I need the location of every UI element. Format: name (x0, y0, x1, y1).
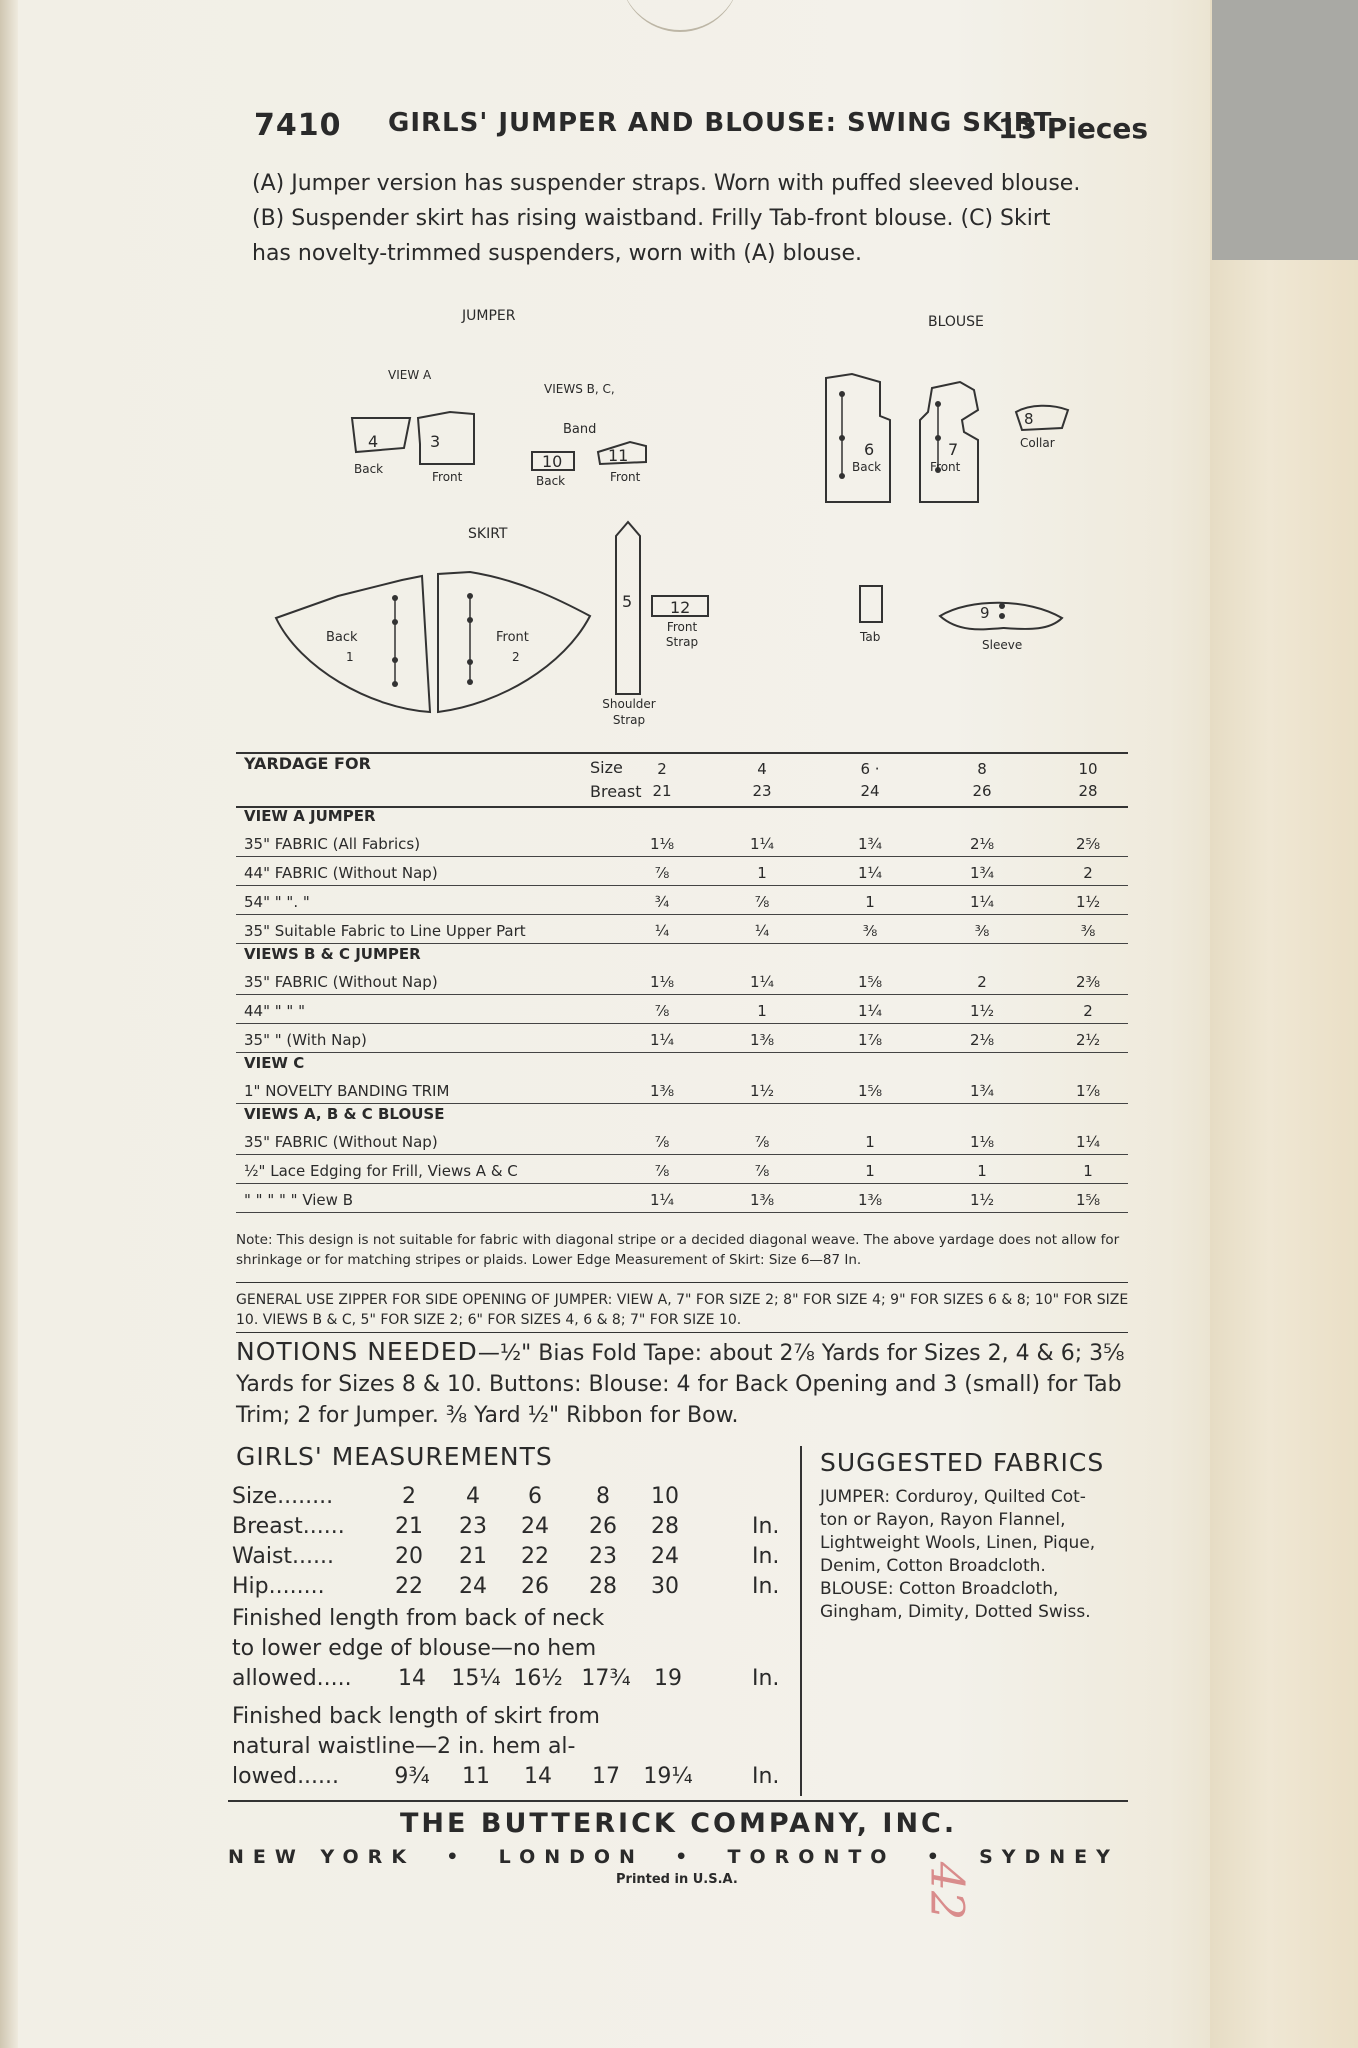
measurement-label: Breast...... (232, 1514, 345, 1539)
piece-name: Front (930, 460, 961, 474)
table-cell: 1½ (969, 1191, 995, 1209)
table-cell: ⅜ (1080, 922, 1096, 940)
table-cell: 1 (1083, 1162, 1093, 1180)
row-label: 35" FABRIC (Without Nap) (244, 973, 438, 991)
table-cell: 1 (757, 864, 767, 882)
table-cell: ⅜ (862, 922, 878, 940)
table-cell: 1 (977, 1162, 987, 1180)
row-label: 54" " ". " (244, 893, 310, 911)
size-cell: 10 (1078, 760, 1098, 778)
piece-outline-tab (860, 586, 882, 622)
measurement-value: 9¾ (394, 1764, 430, 1789)
size-label: Size (590, 758, 623, 777)
table-section-header (236, 1053, 1128, 1075)
table-cell: 1¾ (857, 835, 883, 853)
breast-cell: 24 (860, 782, 880, 800)
measurement-label: Hip........ (232, 1574, 325, 1599)
zipper-rule (236, 1332, 1128, 1333)
row-label: VIEW C (244, 1054, 305, 1072)
table-cell: 1¾ (969, 1082, 995, 1100)
measurement-unit: In. (752, 1574, 780, 1599)
measurement-label: Size........ (232, 1484, 334, 1509)
pattern-title: GIRLS' JUMPER AND BLOUSE: SWING SKIRT (388, 108, 1053, 138)
table-cell: 1¼ (857, 1002, 883, 1020)
table-cell: 1⅛ (649, 973, 675, 991)
notions-needed (236, 1336, 1136, 1431)
fabrics-title: SUGGESTED FABRICS (820, 1448, 1105, 1477)
table-cell: ⅞ (754, 1162, 770, 1180)
piece-outline-jumper-back (352, 418, 410, 452)
measurement-value: 30 (651, 1574, 679, 1599)
table-cell: 1 (757, 1002, 767, 1020)
table-row (236, 995, 1128, 1024)
row-label: 35" FABRIC (Without Nap) (244, 1133, 438, 1151)
blouse-length-label: allowed..... (232, 1666, 352, 1691)
table-cell: 2⅜ (1075, 973, 1101, 991)
row-label: 35" " (With Nap) (244, 1031, 367, 1049)
company-name: THE BUTTERICK COMPANY, INC. (400, 1808, 958, 1839)
measurement-value: 28 (651, 1514, 679, 1539)
notions-label: NOTIONS NEEDED (236, 1337, 478, 1366)
table-cell: 1¼ (749, 835, 775, 853)
measurement-value: 16½ (513, 1666, 563, 1691)
breast-cell: 21 (652, 782, 672, 800)
size-cell: 6 · (860, 760, 880, 778)
measurement-value: 23 (459, 1514, 487, 1539)
piece-name: Front (496, 630, 529, 645)
table-cell: 2⅛ (969, 835, 995, 853)
measurement-value: 22 (395, 1574, 423, 1599)
measurement-value: 21 (459, 1544, 487, 1569)
piece-name: Shoulder Strap (602, 697, 656, 727)
size-cell: 2 (657, 760, 667, 778)
table-cell: 2 (1083, 1002, 1093, 1020)
table-cell: 2⅝ (1075, 835, 1101, 853)
measurements-title: GIRLS' MEASUREMENTS (236, 1442, 553, 1471)
piece-number: 3 (430, 432, 441, 451)
table-cell: 1⅝ (857, 973, 883, 991)
breast-cell: 23 (752, 782, 772, 800)
measurement-value: 14 (398, 1666, 426, 1691)
blouse-length-line1: Finished length from back of neck (232, 1606, 605, 1631)
piece-number: 9 (980, 604, 990, 622)
fabrics-line: Gingham, Dimity, Dotted Swiss. (820, 1602, 1091, 1622)
row-label: 1" NOVELTY BANDING TRIM (244, 1082, 450, 1100)
skirt-label: SKIRT (468, 526, 508, 542)
yardage-note: Note: This design is not suitable for fabric with diagonal stripe or a decided diagonal weave. The above yardage does not allow for shrinkage or for matching stripes or plaids. Lower Edge Measurement of Skirt: Size 6—87 In. (236, 1232, 1120, 1268)
measurement-value: 23 (589, 1544, 617, 1569)
piece-number: 11 (608, 446, 629, 465)
blouse-length-line2: to lower edge of blouse—no hem (232, 1636, 597, 1661)
table-cell: ⅞ (654, 1162, 670, 1180)
piece-number: 12 (670, 598, 691, 617)
table-cell: 1¼ (969, 893, 995, 911)
table-section-header (236, 1104, 1128, 1126)
size-cell: 8 (977, 760, 987, 778)
row-label: 44" FABRIC (Without Nap) (244, 864, 438, 882)
table-row (236, 828, 1128, 857)
piece-number: 7 (948, 440, 959, 459)
measurement-value: 28 (589, 1574, 617, 1599)
table-cell: 1½ (749, 1082, 775, 1100)
piece-name: Front (610, 470, 641, 484)
table-cell: 1⅛ (649, 835, 675, 853)
fabrics-line: BLOUSE: Cotton Broadcloth, (820, 1579, 1059, 1599)
handwritten-stamp: 42 (920, 1861, 975, 1921)
table-cell: ⅞ (654, 864, 670, 882)
piece-number: 6 (864, 440, 875, 459)
table-cell: ⅜ (974, 922, 990, 940)
measurement-value: 2 (402, 1484, 416, 1509)
measurement-value: 20 (395, 1544, 423, 1569)
table-cell: ⅞ (754, 1133, 770, 1151)
table-cell: 1¾ (969, 864, 995, 882)
row-label: 44" " " " (244, 1002, 305, 1020)
measurement-value: 17¾ (581, 1666, 631, 1691)
piece-outline-blouse-back (826, 374, 890, 502)
table-cell: ⅞ (654, 1002, 670, 1020)
table-cell: 1¼ (649, 1031, 675, 1049)
table-cell: 1⅝ (857, 1082, 883, 1100)
measurement-value: 8 (596, 1484, 610, 1509)
table-cell: 2 (977, 973, 987, 991)
skirt-length-line1: Finished back length of skirt from (232, 1704, 600, 1729)
yardage-title: YARDAGE FOR (244, 754, 371, 773)
table-cell: ⅞ (754, 893, 770, 911)
table-cell: 1⅞ (857, 1031, 883, 1049)
size-cell: 4 (757, 760, 767, 778)
measurement-value: 26 (521, 1574, 549, 1599)
measurement-value: 26 (589, 1514, 617, 1539)
piece-number: 1 (346, 650, 354, 664)
row-label: ½" Lace Edging for Frill, Views A & C (244, 1162, 518, 1180)
measurement-value: 24 (651, 1544, 679, 1569)
table-cell: 1½ (969, 1002, 995, 1020)
table-cell: ⅞ (654, 1133, 670, 1151)
table-row (236, 1184, 1128, 1213)
row-label: VIEWS B & C JUMPER (244, 945, 421, 963)
table-row (236, 1024, 1128, 1053)
measurement-unit: In. (752, 1544, 780, 1569)
table-row (236, 886, 1128, 915)
views-bc-label: VIEWS B, C, (544, 382, 615, 396)
row-label: VIEW A JUMPER (244, 807, 376, 825)
table-cell: ¼ (754, 922, 770, 940)
table-cell: 1⅜ (749, 1191, 775, 1209)
breast-cell: 28 (1078, 782, 1098, 800)
description-line: (A) Jumper version has suspender straps. Worn with puffed sleeved blouse. (252, 171, 1081, 196)
table-cell: 1¼ (749, 973, 775, 991)
table-cell: 2 (1083, 864, 1093, 882)
jumper-label: JUMPER (462, 308, 516, 324)
description-line: has novelty-trimmed suspenders, worn with (A) blouse. (252, 241, 862, 266)
measurement-value: 24 (521, 1514, 549, 1539)
table-row (236, 1075, 1128, 1104)
table-section-header (236, 944, 1128, 966)
piece-name: Back (354, 462, 384, 476)
piece-name: Back (852, 460, 882, 474)
printed-in: Printed in U.S.A. (616, 1872, 738, 1887)
piece-number: 10 (542, 452, 563, 471)
measurement-value: 10 (651, 1484, 679, 1509)
row-label: VIEWS A, B & C BLOUSE (244, 1105, 445, 1123)
piece-count: 13 Pieces (998, 112, 1149, 145)
measurement-value: 19 (654, 1666, 682, 1691)
table-cell: ¼ (654, 922, 670, 940)
measurement-value: 6 (528, 1484, 542, 1509)
piece-name: Tab (860, 630, 881, 644)
skirt-length-line2: natural waistline—2 in. hem al- (232, 1734, 576, 1759)
table-cell: 2½ (1075, 1031, 1101, 1049)
breast-cell: 26 (972, 782, 992, 800)
table-cell: 1 (865, 893, 875, 911)
view-a-label: VIEW A (388, 368, 432, 382)
table-cell: 2⅛ (969, 1031, 995, 1049)
table-cell: 1¼ (649, 1191, 675, 1209)
description-line: (B) Suspender skirt has rising waistband. Frilly Tab-front blouse. (C) Skirt (252, 206, 1051, 231)
measurement-unit: In. (752, 1666, 780, 1691)
table-cell: 1½ (1075, 893, 1101, 911)
company-cities: NEW YORK • LONDON • TORONTO • SYDNEY (228, 1846, 1119, 1868)
piece-name: Sleeve (982, 638, 1023, 652)
fabrics-line: ton or Rayon, Rayon Flannel, (820, 1510, 1066, 1530)
measurement-value: 15¼ (451, 1666, 501, 1691)
table-cell: 1¼ (857, 864, 883, 882)
measurement-value: 4 (466, 1484, 480, 1509)
measurement-unit: In. (752, 1514, 780, 1539)
measurement-unit: In. (752, 1764, 780, 1789)
row-label: " " " " " View B (244, 1191, 353, 1209)
table-row (236, 857, 1128, 886)
table-cell: 1⅝ (1075, 1191, 1101, 1209)
measurement-value: 17 (592, 1764, 620, 1789)
table-cell: 1⅜ (749, 1031, 775, 1049)
measurement-value: 19¼ (643, 1764, 693, 1789)
piece-name: Back (326, 630, 358, 645)
table-cell: 1¼ (1075, 1133, 1101, 1151)
note-rule (236, 1282, 1128, 1283)
table-cell: 1⅞ (1075, 1082, 1101, 1100)
table-row (236, 915, 1128, 944)
table-cell: ¾ (654, 893, 670, 911)
piece-name: Front (432, 470, 463, 484)
breast-label: Breast (590, 782, 642, 801)
footer-rule (228, 1800, 1128, 1802)
piece-number: 8 (1024, 410, 1034, 428)
table-cell: 1⅛ (969, 1133, 995, 1151)
piece-name: Collar (1020, 436, 1055, 450)
fabrics-line: Lightweight Wools, Linen, Pique, (820, 1533, 1096, 1553)
row-label: 35" FABRIC (All Fabrics) (244, 835, 421, 853)
table-row (236, 1126, 1128, 1155)
piece-name: Front Strap (665, 620, 699, 649)
fabrics-line: JUMPER: Corduroy, Quilted Cot- (820, 1487, 1086, 1507)
column-divider (800, 1446, 802, 1796)
piece-number: 5 (622, 592, 633, 611)
table-cell: 1 (865, 1162, 875, 1180)
notions-text: —½" Bias Fold Tape: about 2⅞ Yards for Sizes 2, 4 & 6; 3⅝ Yards for Sizes 8 & 10. Buttons: Blouse: 4 for Back Opening and 3 (small) for Tab Trim; 2 for Jumper. ⅜ Yard ½" Ribbon for Bow. (236, 1341, 1125, 1428)
measurement-value: 21 (395, 1514, 423, 1539)
fabrics-list (820, 1486, 1140, 1624)
piece-number: 4 (368, 432, 379, 451)
measurement-value: 14 (524, 1764, 552, 1789)
table-cell: 1 (865, 1133, 875, 1151)
pattern-number: 7410 (254, 108, 342, 143)
measurement-label: Waist...... (232, 1544, 334, 1569)
piece-name: Back (536, 474, 566, 488)
piece-number: 2 (512, 650, 520, 664)
table-section-header (236, 806, 1128, 828)
skirt-length-label: lowed...... (232, 1764, 340, 1789)
row-label: 35" Suitable Fabric to Line Upper Part (244, 922, 526, 940)
table-row (236, 966, 1128, 995)
table-cell: 1⅜ (857, 1191, 883, 1209)
band-label: Band (563, 422, 597, 437)
fabrics-line: Denim, Cotton Broadcloth. (820, 1556, 1046, 1576)
piece-outline-jumper-front (418, 412, 474, 464)
zipper-info: GENERAL USE ZIPPER FOR SIDE OPENING OF JUMPER: VIEW A, 7" FOR SIZE 2; 8" FOR SIZE 4; 9" FOR SIZES 6 & 8; 10" FOR SIZE 10. VIEWS B & C, 5" FOR SIZE 2; 6" FOR SIZES 4, 6 & 8; 7" FOR SIZE 10. (236, 1292, 1129, 1328)
measurement-value: 24 (459, 1574, 487, 1599)
measurement-value: 22 (521, 1544, 549, 1569)
table-cell: 1⅜ (649, 1082, 675, 1100)
yardage-table (236, 806, 1128, 1213)
table-row (236, 1155, 1128, 1184)
blouse-label: BLOUSE (928, 314, 984, 330)
measurement-value: 11 (462, 1764, 490, 1789)
